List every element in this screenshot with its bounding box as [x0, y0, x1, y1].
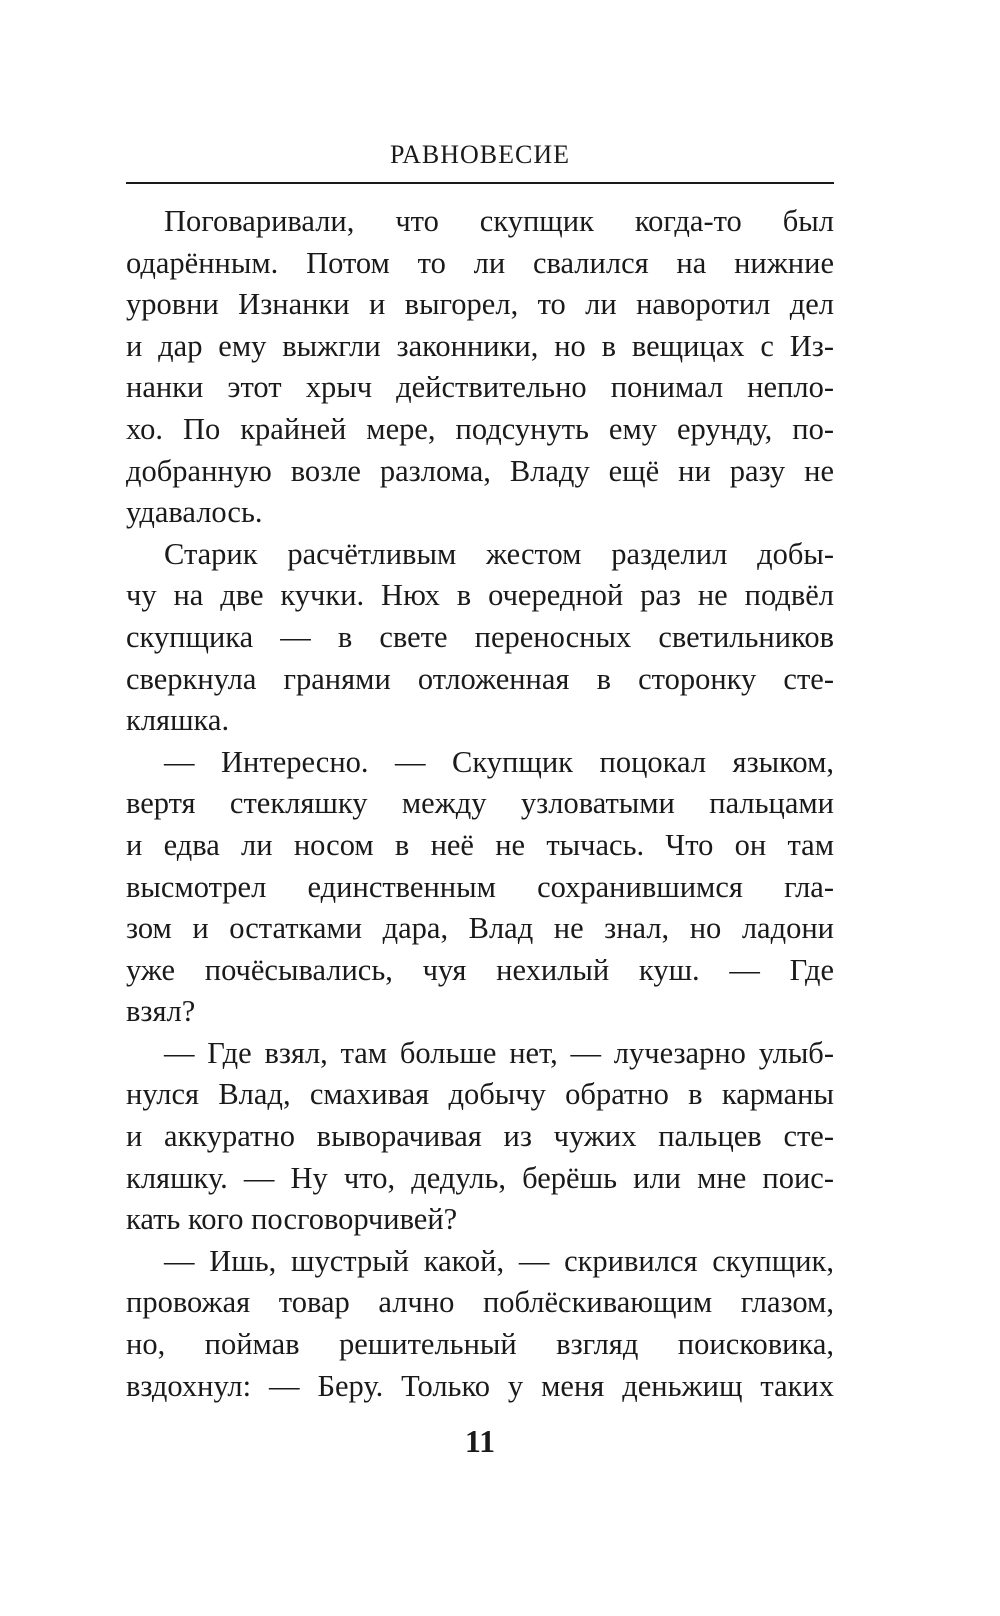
text-line: и дар ему выжгли законники, но в вещицах с Из-	[126, 328, 834, 363]
text-line: нулся Влад, смахивая добычу обратно в карманы	[126, 1077, 834, 1112]
text-line: уже почёсывались, чуя нехилый куш. — Где	[126, 952, 834, 987]
text-line: но, поймав решительный взгляд поисковика,	[126, 1327, 834, 1362]
text-line: кать кого посговорчивей?	[126, 1202, 458, 1237]
text-line: Старик расчётливым жестом разделил добы-	[164, 536, 834, 571]
page-number: 11	[464, 1423, 496, 1459]
text-line: сверкнула гранями отложенная в сторонку сте-	[126, 661, 834, 696]
body-text	[126, 201, 834, 1407]
text-line: взял?	[126, 994, 196, 1029]
text-line: высмотрел единственным сохранившимся гла-	[126, 869, 834, 904]
text-line: одарённым. Потом то ли свалился на нижние	[126, 245, 834, 280]
text-line: вздохнул: — Беру. Только у меня деньжищ таких	[126, 1368, 834, 1403]
text-line: удавалось.	[126, 495, 263, 530]
header-rule	[126, 182, 834, 184]
running-title: РАВНОВЕСИЕ	[389, 140, 571, 169]
text-line: и аккуратно выворачивая из чужих пальцев сте-	[126, 1119, 834, 1154]
text-line: вертя стекляшку между узловатыми пальцами	[126, 786, 834, 821]
text-line: чу на две кучки. Нюх в очередной раз не подвёл	[126, 578, 834, 613]
text-line: провожая товар алчно поблёскивающим глазом,	[126, 1285, 834, 1320]
text-line: кляшку. — Ну что, дедуль, берёшь или мне поис-	[126, 1160, 834, 1195]
text-line: — Интересно. — Скупщик поцокал языком,	[164, 744, 834, 779]
text-line: хо. По крайней мере, подсунуть ему ерунду, по-	[126, 411, 834, 446]
text-line: Поговаривали, что скупщик когда-то был	[164, 204, 834, 238]
text-line: — Ишь, шустрый какой, — скривился скупщик,	[164, 1243, 834, 1278]
text-line: нанки этот хрыч действительно понимал непло-	[126, 370, 834, 405]
text-line: добранную возле разлома, Владу ещё ни разу не	[126, 453, 834, 488]
text-line: скупщика — в свете переносных светильников	[126, 619, 834, 654]
text-line: — Где взял, там больше нет, — лучезарно улыб-	[164, 1035, 834, 1070]
text-line: уровни Изнанки и выгорел, то ли наворотил дел	[126, 287, 834, 322]
text-line: зом и остатками дара, Влад не знал, но ладони	[126, 911, 834, 946]
text-line: кляшка.	[126, 703, 230, 738]
text-line: и едва ли носом в неё не тычась. Что он там	[126, 827, 834, 862]
